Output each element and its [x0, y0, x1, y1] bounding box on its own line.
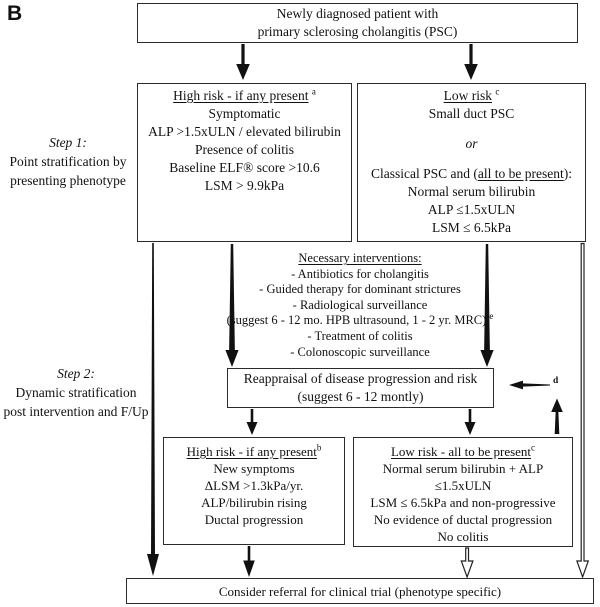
text-line: LSM ≤ 6.5kPa and non-progressive — [370, 495, 556, 510]
text-line: Point stratification by — [9, 154, 127, 169]
box-consider-referral — [126, 578, 594, 604]
box-title — [358, 87, 585, 105]
box-step1-high-risk — [137, 83, 352, 242]
text-line — [225, 313, 495, 329]
text-line: Newly diagnosed patient with — [276, 6, 439, 21]
footnote-marker: a — [311, 86, 316, 97]
arrowhead — [465, 422, 476, 435]
box-title — [138, 87, 351, 105]
interventions-block — [225, 251, 495, 360]
box-newly-diagnosed-psc — [137, 3, 578, 43]
arrow-step2-high-to-referral-icon — [243, 546, 255, 577]
text-line: Symptomatic — [208, 106, 281, 121]
text-line: Dynamic stratification — [15, 385, 137, 400]
arrow-shaft — [523, 383, 550, 386]
hollow-arrow-low-to-referral-long-icon — [577, 244, 588, 578]
hollow-arrow-step2-low-to-referral-icon — [461, 548, 473, 577]
text-line: New symptoms — [213, 461, 295, 476]
arrowhead — [464, 64, 478, 80]
arrow-shaft — [241, 44, 244, 65]
arrow-shaft — [251, 409, 254, 424]
text-line: No evidence of ductal progression — [373, 512, 553, 527]
text-line: primary sclerosing cholangitis (PSC) — [257, 24, 458, 39]
text-line: ALP ≤1.5xULN — [427, 202, 516, 217]
arrowhead — [147, 554, 159, 576]
text-line: Consider referral for clinical trial (phenotype specific) — [218, 583, 502, 599]
arrow-shaft — [248, 546, 251, 562]
arrow-down-to-step1-low-icon — [464, 44, 478, 80]
step1-side-label — [2, 133, 134, 190]
arrowhead — [551, 399, 563, 413]
title-text: Low risk — [443, 88, 492, 103]
text-line: ≤1.5xULN — [434, 478, 492, 493]
text-line: ALP >1.5xULN / elevated bilirubin — [148, 124, 341, 139]
text-segment-underlined: all to be present — [477, 166, 564, 181]
arrow-reappraisal-to-step2-low-icon — [465, 409, 476, 435]
arrowhead — [509, 381, 523, 390]
footnote-marker: c — [531, 442, 536, 453]
arrow-shaft — [469, 409, 472, 424]
step2-side-label — [0, 364, 152, 421]
text-line: - Antibiotics for cholangitis — [291, 266, 429, 281]
text-line: presenting phenotype — [10, 173, 126, 188]
loop-footnote-marker: d — [553, 376, 559, 386]
text-line: (suggest 6 - 12 montly) — [297, 389, 424, 404]
arrow-reappraisal-to-step2-high-icon — [247, 409, 258, 435]
footnote-marker: e — [489, 311, 494, 322]
text-line: ALP/bilirubin rising — [201, 495, 307, 510]
text-line: LSM > 9.9kPa — [204, 178, 285, 193]
figure-label: B — [7, 2, 23, 25]
text-line: - Radiological surveillance — [292, 297, 428, 312]
text-line: LSM ≤ 6.5kPa — [431, 220, 512, 235]
arrow-feedback-left-icon — [509, 381, 550, 390]
text-line: post intervention and F/Up — [3, 404, 149, 419]
arrow-shaft — [555, 411, 560, 435]
text-line: - Guided therapy for dominant strictures — [259, 282, 461, 297]
box-reappraisal — [227, 368, 494, 408]
text-line: ΔLSM >1.3kPa/yr. — [204, 478, 304, 493]
box-step1-low-risk — [357, 83, 586, 242]
text-line — [358, 165, 585, 183]
spacer — [358, 123, 585, 135]
box-title — [354, 443, 572, 460]
text-segment: (suggest 6 - 12 mo. HPB ultrasound, 1 - 2 yr. MRC) — [226, 313, 487, 328]
title-text: Low risk - all to be present — [390, 444, 532, 459]
text-segment: ): — [563, 166, 572, 181]
text-line: Ductal progression — [204, 512, 304, 527]
box-title — [164, 443, 344, 460]
text-segment: Classical PSC and ( — [371, 166, 478, 181]
text-line: Presence of colitis — [195, 142, 294, 157]
text-line: No colitis — [437, 529, 489, 544]
arrowhead — [243, 561, 255, 578]
footnote-marker: b — [316, 442, 322, 453]
text-line: Baseline ELF® score >10.6 — [169, 160, 320, 175]
step1-title: Step 1: — [49, 135, 87, 150]
or-text: or — [465, 136, 478, 151]
step2-title: Step 2: — [57, 366, 95, 381]
box-step2-low-risk — [353, 437, 573, 547]
footnote-marker: c — [495, 86, 500, 97]
box-step2-high-risk — [163, 437, 345, 545]
arrowhead — [247, 422, 258, 435]
title-text: High risk - if any present — [186, 444, 317, 459]
arrow-shaft — [469, 44, 472, 65]
text-line: Reappraisal of disease progression and risk — [243, 371, 478, 386]
arrow-feedback-up-icon — [551, 399, 563, 435]
text-line: Normal serum bilirubin — [407, 184, 536, 199]
arrowhead — [236, 64, 250, 80]
text-line: Small duct PSC — [428, 106, 515, 121]
text-line: Normal serum bilirubin + ALP — [382, 461, 544, 476]
title-text: High risk - if any present — [173, 88, 309, 103]
interventions-title — [225, 251, 495, 267]
spacer — [358, 153, 585, 165]
title-text: Necessary interventions: — [298, 251, 422, 265]
text-line: - Colonoscopic surveillance — [290, 344, 430, 359]
arrow-down-to-step1-high-icon — [236, 44, 250, 80]
text-line: - Treatment of colitis — [307, 328, 413, 343]
